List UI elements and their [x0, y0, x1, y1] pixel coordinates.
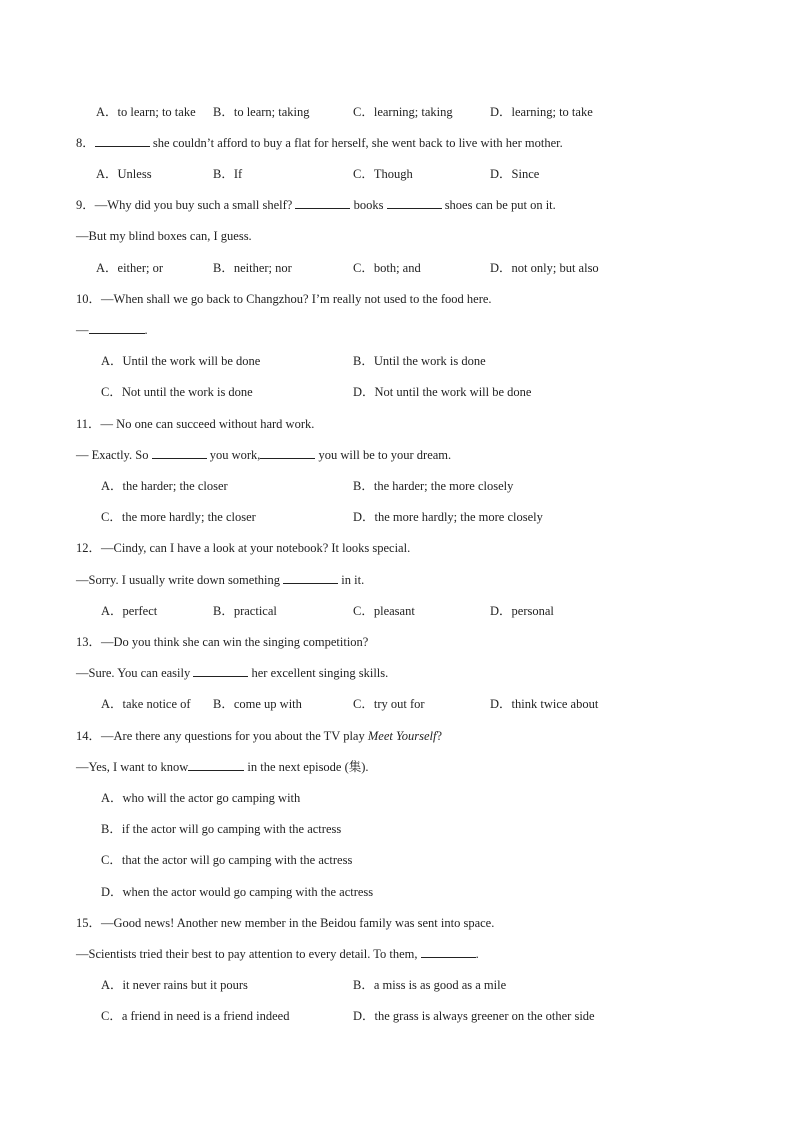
q8-option-c[interactable]: C．Though	[353, 167, 413, 181]
answer-blank	[260, 447, 315, 459]
q12-reply: —Sorry. I usually write down something in it.	[76, 573, 365, 587]
q12-option-d[interactable]: D．personal	[490, 604, 554, 618]
q12-option-c[interactable]: C．pleasant	[353, 604, 415, 618]
q9-reply: —But my blind boxes can, I guess.	[76, 229, 252, 243]
q14-option-b[interactable]: B．if the actor will go camping with the actress	[101, 822, 342, 836]
answer-blank	[188, 759, 244, 771]
q12-option-b[interactable]: B．practical	[213, 604, 277, 618]
q10-option-a[interactable]: A．Until the work will be done	[101, 354, 261, 368]
q15-option-b[interactable]: B．a miss is as good as a mile	[353, 978, 507, 992]
q13-option-b[interactable]: B．come up with	[213, 697, 302, 711]
q11-option-c[interactable]: C．the more hardly; the closer	[101, 510, 256, 524]
tv-play-title: Meet Yourself	[367, 729, 437, 743]
q11-reply: — Exactly. So you work, you will be to your dream.	[76, 448, 452, 462]
q14-reply: —Yes, I want to know in the next episode (集).	[76, 760, 369, 774]
q11-option-d[interactable]: D．the more hardly; the more closely	[353, 510, 543, 524]
q9-option-c[interactable]: C．both; and	[353, 261, 421, 275]
q13-option-c[interactable]: C．try out for	[353, 697, 425, 711]
q8-option-d[interactable]: D．Since	[490, 167, 540, 181]
q15-option-c[interactable]: C．a friend in need is a friend indeed	[101, 1009, 290, 1023]
q14-option-a[interactable]: A．who will the actor go camping with	[101, 791, 301, 805]
q8-option-a[interactable]: A．Unless	[96, 167, 152, 181]
q11-option-a[interactable]: A．the harder; the closer	[101, 479, 228, 493]
answer-blank	[421, 946, 476, 958]
q13-option-a[interactable]: A．take notice of	[101, 697, 191, 711]
q10-option-b[interactable]: B．Until the work is done	[353, 354, 486, 368]
q7-option-b[interactable]: B．to learn; taking	[213, 105, 310, 119]
q12-option-a[interactable]: A．perfect	[101, 604, 158, 618]
answer-blank	[152, 447, 207, 459]
q9-option-d[interactable]: D．not only; but also	[490, 261, 599, 275]
q15-option-d[interactable]: D．the grass is always greener on the other side	[353, 1009, 595, 1023]
q10-reply: — .	[76, 323, 148, 337]
q7-option-d[interactable]: D．learning; to take	[490, 105, 593, 119]
q9-option-b[interactable]: B．neither; nor	[213, 261, 292, 275]
q12-stem: 12．—Cindy, can I have a look at your notebook? It looks special.	[76, 541, 411, 555]
answer-blank	[95, 135, 150, 147]
q14-option-c[interactable]: C．that the actor will go camping with the actress	[101, 853, 353, 867]
q10-option-d[interactable]: D．Not until the work will be done	[353, 385, 532, 399]
q7-option-c[interactable]: C．learning; taking	[353, 105, 453, 119]
q14-stem: 14．—Are there any questions for you about the TV play Meet Yourself?	[76, 729, 443, 743]
q10-stem: 10．—When shall we go back to Changzhou? I’m really not used to the food here.	[76, 292, 492, 306]
q13-stem: 13．—Do you think she can win the singing competition?	[76, 635, 369, 649]
answer-blank	[193, 665, 248, 677]
answer-blank	[295, 197, 350, 209]
q10-option-c[interactable]: C．Not until the work is done	[101, 385, 253, 399]
q15-reply: —Scientists tried their best to pay attention to every detail. To them, .	[76, 947, 479, 961]
q11-option-b[interactable]: B．the harder; the more closely	[353, 479, 514, 493]
answer-blank	[387, 197, 442, 209]
q15-stem: 15．—Good news! Another new member in the Beidou family was sent into space.	[76, 916, 495, 930]
answer-blank	[89, 322, 145, 334]
q14-option-d[interactable]: D．when the actor would go camping with the actress	[101, 885, 374, 899]
q8-stem: 8． she couldn’t afford to buy a flat for herself, she went back to live with her mother.	[76, 136, 563, 150]
answer-blank	[283, 572, 338, 584]
q11-stem: 11．— No one can succeed without hard work.	[76, 417, 315, 431]
q9-option-a[interactable]: A．either; or	[96, 261, 163, 275]
q9-stem: 9．—Why did you buy such a small shelf? books shoes can be put on it.	[76, 198, 556, 212]
q13-reply: —Sure. You can easily her excellent singing skills.	[76, 666, 389, 680]
q13-option-d[interactable]: D．think twice about	[490, 697, 599, 711]
q8-option-b[interactable]: B．If	[213, 167, 243, 181]
q7-option-a[interactable]: A．to learn; to take	[96, 105, 196, 119]
q15-option-a[interactable]: A．it never rains but it pours	[101, 978, 248, 992]
